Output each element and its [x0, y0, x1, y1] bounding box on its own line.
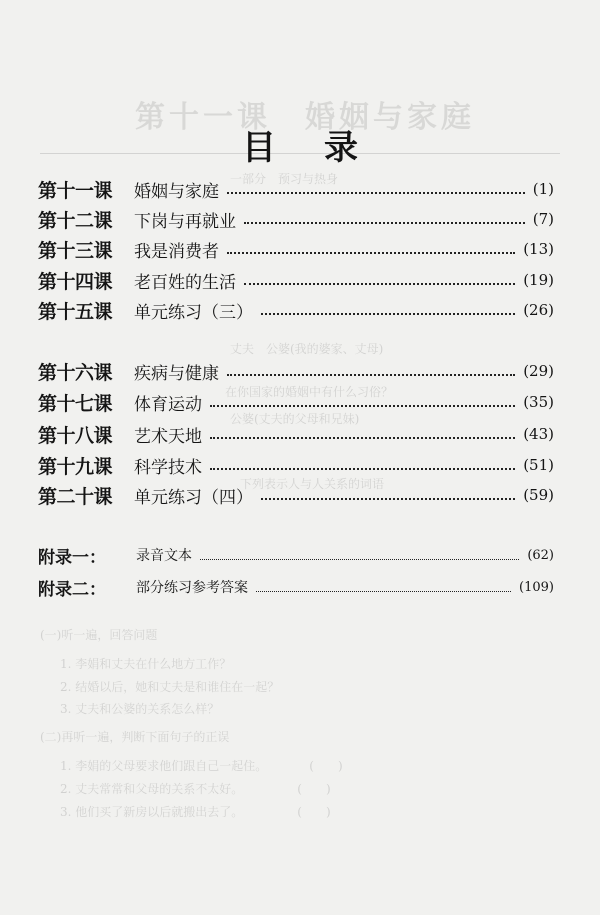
lesson-number: 第十二课 — [38, 209, 113, 232]
toc-entry-lesson-11[interactable] — [38, 176, 554, 202]
dot-leader — [244, 283, 515, 285]
show-through-text: 下列表示人与人关系的词语 — [240, 477, 385, 491]
dot-leader — [261, 313, 515, 315]
lesson-title: 婚姻与家庭 — [134, 181, 219, 202]
toc-entry-lesson-19[interactable] — [38, 452, 554, 478]
lesson-number: 第十六课 — [38, 361, 113, 384]
page-number: (26) — [523, 301, 554, 319]
lesson-number: 第二十课 — [38, 485, 113, 508]
lesson-number: 第十一课 — [38, 179, 113, 202]
toc-entry-lesson-12[interactable] — [38, 206, 554, 232]
dot-leader — [256, 591, 511, 592]
show-through-heading: 第十一课 婚姻与家庭 — [135, 100, 475, 135]
page-number: (13) — [523, 240, 554, 258]
toc-entry-lesson-13[interactable] — [38, 236, 554, 262]
show-through-text: 3. 他们买了新房以后就搬出去了。 ( ) — [60, 805, 331, 819]
lesson-number: 第十三课 — [38, 239, 113, 262]
toc-entry-lesson-17[interactable] — [38, 389, 554, 415]
show-through-text: 丈夫 公婆(我的婆家、丈母) — [230, 342, 384, 356]
dot-leader — [227, 374, 515, 376]
dot-leader — [244, 222, 525, 224]
lesson-title: 疾病与健康 — [134, 363, 219, 384]
show-through-text: 3. 丈夫和公婆的关系怎么样？ — [60, 702, 220, 716]
lesson-title: 下岗与再就业 — [134, 211, 236, 232]
appendix-title: 录音文本 — [136, 548, 192, 564]
show-through-text: 2. 结婚以后，她和丈夫是和谁住在一起？ — [60, 680, 280, 694]
show-through-text: (二)再听一遍，判断下面句子的正误 — [40, 730, 230, 744]
appendix-title: 部分练习参考答案 — [136, 580, 248, 596]
toc-entry-lesson-18[interactable] — [38, 421, 554, 447]
page-number: (59) — [523, 486, 554, 504]
show-through-text: 1. 李娟的父母要求他们跟自己一起住。 ( ) — [60, 759, 343, 773]
dot-leader — [210, 405, 515, 407]
lesson-number: 第十五课 — [38, 300, 113, 323]
dot-leader — [210, 468, 515, 470]
dot-leader — [227, 192, 525, 194]
lesson-number: 第十七课 — [38, 392, 113, 415]
show-through-text: 公婆(丈夫的父母和兄妹) — [230, 412, 360, 426]
toc-entry-lesson-16[interactable] — [38, 358, 554, 384]
show-through-text: 一部分 预习与热身 — [230, 172, 339, 186]
show-through-text: 2. 丈夫常常和父母的关系不太好。 ( ) — [60, 782, 331, 796]
lesson-title: 我是消费者 — [134, 241, 219, 262]
page-number: (19) — [523, 271, 554, 289]
lesson-number: 第十九课 — [38, 455, 113, 478]
dot-leader — [210, 437, 515, 439]
dot-leader — [227, 252, 515, 254]
lesson-title: 艺术天地 — [134, 426, 202, 447]
lesson-number: 第十四课 — [38, 270, 113, 293]
page-title: 目录 — [242, 128, 406, 168]
show-through-text: 在你国家的婚姻中有什么习俗？ — [225, 385, 394, 399]
toc-entry-lesson-15[interactable] — [38, 297, 554, 323]
lesson-title: 老百姓的生活 — [134, 272, 236, 293]
lesson-title: 科学技术 — [134, 457, 202, 478]
lesson-title: 体育运动 — [134, 394, 202, 415]
page-number: (7) — [532, 210, 554, 228]
page-number: (35) — [523, 393, 554, 411]
page-number: (51) — [523, 456, 554, 474]
page-number: (62) — [527, 547, 554, 563]
appendix-label: 附录一： — [38, 547, 106, 568]
lesson-title: 单元练习（三） — [134, 302, 253, 323]
page-number: (43) — [523, 425, 554, 443]
page-number: (29) — [523, 362, 554, 380]
toc-entry-lesson-20[interactable] — [38, 482, 554, 508]
page-number: (109) — [519, 579, 554, 595]
show-through-text: (一)听一遍，回答问题 — [40, 628, 158, 642]
toc-entry-appendix-2[interactable] — [38, 574, 554, 600]
dot-leader — [200, 559, 519, 560]
dot-leader — [261, 498, 515, 500]
appendix-label: 附录二： — [38, 579, 106, 600]
show-through-text: 1. 李娟和丈夫在什么地方工作？ — [60, 657, 232, 671]
lesson-title: 单元练习（四） — [134, 487, 253, 508]
toc-entry-lesson-14[interactable] — [38, 267, 554, 293]
lesson-number: 第十八课 — [38, 424, 113, 447]
toc-entry-appendix-1[interactable] — [38, 542, 554, 568]
page-number: (1) — [532, 180, 554, 198]
